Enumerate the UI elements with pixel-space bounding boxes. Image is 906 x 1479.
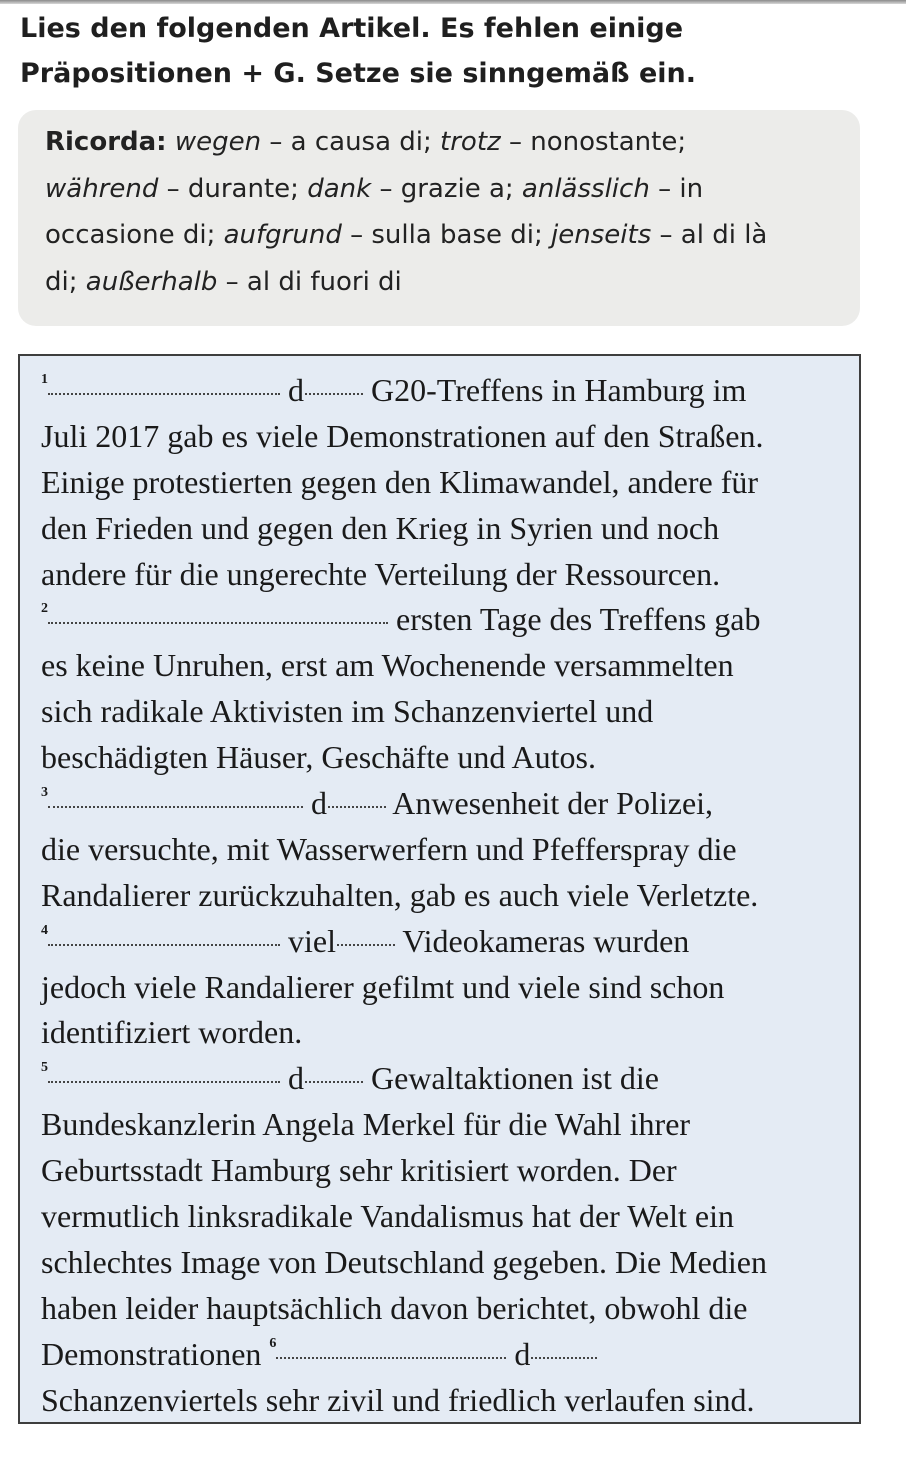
article-fragment: d (514, 1335, 531, 1372)
blank-gap-6[interactable] (276, 1357, 506, 1359)
ricorda-line-1 (45, 119, 840, 166)
instruction-line-1: Lies den folgenden Artikel. Es fehlen einige (20, 13, 684, 44)
dash: – (225, 266, 239, 297)
article-line: Juli 2017 gab es viele Demonstrationen auf den Straßen. (41, 417, 764, 454)
term-de: außerhalb (85, 266, 218, 297)
gap-number: 5 (41, 1060, 48, 1076)
page-bottom (0, 1424, 906, 1479)
article-line (41, 368, 849, 414)
article-line: andere für die ungerechte Verteilung der Ressourcen. (41, 555, 721, 592)
gap-number: 3 (41, 785, 48, 801)
ricorda-line-2 (45, 166, 840, 213)
ricorda-label: Ricorda: (45, 127, 167, 157)
article-line: sich radikale Aktivisten im Schanzenviertel und (41, 693, 654, 730)
gap-number: 2 (41, 601, 48, 617)
dash: – (658, 173, 672, 204)
article-line: es keine Unruhen, erst am Wochenende versammelten (41, 647, 734, 684)
blank-gap-4[interactable] (48, 944, 280, 946)
dash: – (379, 173, 393, 204)
article-line (41, 919, 849, 965)
article-text: G20-Treffens in Hamburg im (371, 372, 747, 408)
dash: – (508, 127, 522, 157)
ricorda-line-4 (45, 259, 840, 306)
ricorda-line-3 (45, 212, 840, 259)
blank-ending-4[interactable] (337, 944, 395, 946)
article-line: Einige protestierten gegen den Klimawandel, andere für (41, 463, 759, 500)
article-line: den Frieden und gegen den Krieg in Syrien und noch (41, 509, 720, 546)
article-line: haben leider hauptsächlich davon berichtet, obwohl die (41, 1289, 748, 1326)
term-it: nonostante; (530, 127, 687, 157)
blank-gap-1[interactable] (48, 393, 280, 395)
ricorda-box (18, 110, 860, 326)
term-de: jenseits (551, 220, 652, 250)
article-line: Geburtsstadt Hamburg sehr kritisiert worden. Der (41, 1152, 677, 1189)
instruction-line-2: Präpositionen + G. Setze sie sinngemäß ein. (20, 58, 696, 89)
dash: – (659, 220, 673, 250)
term-it: sulla base di; (371, 220, 543, 250)
term-de: dank (307, 173, 372, 204)
gap-number: 1 (41, 372, 48, 387)
article-line: jedoch viele Randalierer gefilmt und viele sind schon (41, 968, 725, 1005)
term-it: grazie a; (400, 173, 514, 204)
term-de: wegen (174, 127, 262, 157)
term-it: al di là (680, 220, 768, 250)
article-line: beschädigten Häuser, Geschäfte und Autos. (41, 739, 596, 776)
article-line: Bundeskanzlerin Angela Merkel für die Wahl ihrer (41, 1106, 691, 1143)
article-line: die versuchte, mit Wasserwerfern und Pfefferspray die (41, 830, 737, 867)
article-line: Schanzenviertels sehr zivil und friedlich verlaufen sind. (41, 1381, 755, 1418)
term-de: trotz (440, 127, 501, 157)
blank-ending-5[interactable] (305, 1081, 363, 1083)
top-edge (0, 0, 906, 4)
term-de: aufgrund (223, 220, 342, 250)
term-it: al di fuori di (246, 266, 402, 297)
article-text: Demonstrationen (41, 1335, 262, 1372)
blank-ending-6[interactable] (531, 1357, 597, 1359)
blank-ending-3[interactable] (328, 806, 386, 808)
article-line (41, 1056, 849, 1102)
blank-gap-2[interactable] (48, 622, 388, 624)
article-fragment: viel (288, 922, 336, 959)
blank-gap-5[interactable] (48, 1081, 280, 1083)
article-line (41, 781, 849, 827)
article-line (41, 1332, 849, 1378)
article-text: ersten Tage des Treffens gab (396, 601, 761, 638)
article-line: vermutlich linksradikale Vandalismus hat der Welt ein (41, 1198, 734, 1235)
article-line (41, 597, 849, 643)
dash: – (350, 220, 364, 250)
article-text: Gewaltaktionen ist die (371, 1060, 659, 1097)
article-text: Videokameras wurden (402, 922, 690, 959)
dash: – (166, 173, 180, 204)
article-line: identifiziert worden. (41, 1014, 303, 1051)
gap-number: 6 (269, 1335, 277, 1351)
blank-ending-1[interactable] (305, 393, 363, 395)
term-it: in (679, 173, 704, 204)
blank-gap-3[interactable] (48, 806, 303, 808)
term-it: occasione di; (45, 220, 216, 250)
dash: – (269, 127, 283, 157)
term-de: während (45, 173, 159, 204)
exercise-instruction (20, 6, 880, 96)
article-fragment: d (288, 372, 304, 408)
article-text: Anwesenheit der Polizei, (392, 785, 714, 822)
article-line: Randalierer zurückzuhalten, gab es auch viele Verletzte. (41, 876, 759, 913)
article-line: schlechtes Image von Deutschland gegeben. Die Medien (41, 1243, 767, 1280)
term-it: durante; (187, 173, 299, 204)
article-box (18, 354, 861, 1424)
article-fragment: d (288, 1060, 304, 1097)
term-it: di; (45, 266, 78, 297)
term-de: anlässlich (521, 173, 650, 204)
article-fragment: d (311, 785, 327, 822)
gap-number: 4 (41, 922, 48, 938)
term-it: a causa di; (290, 127, 432, 157)
